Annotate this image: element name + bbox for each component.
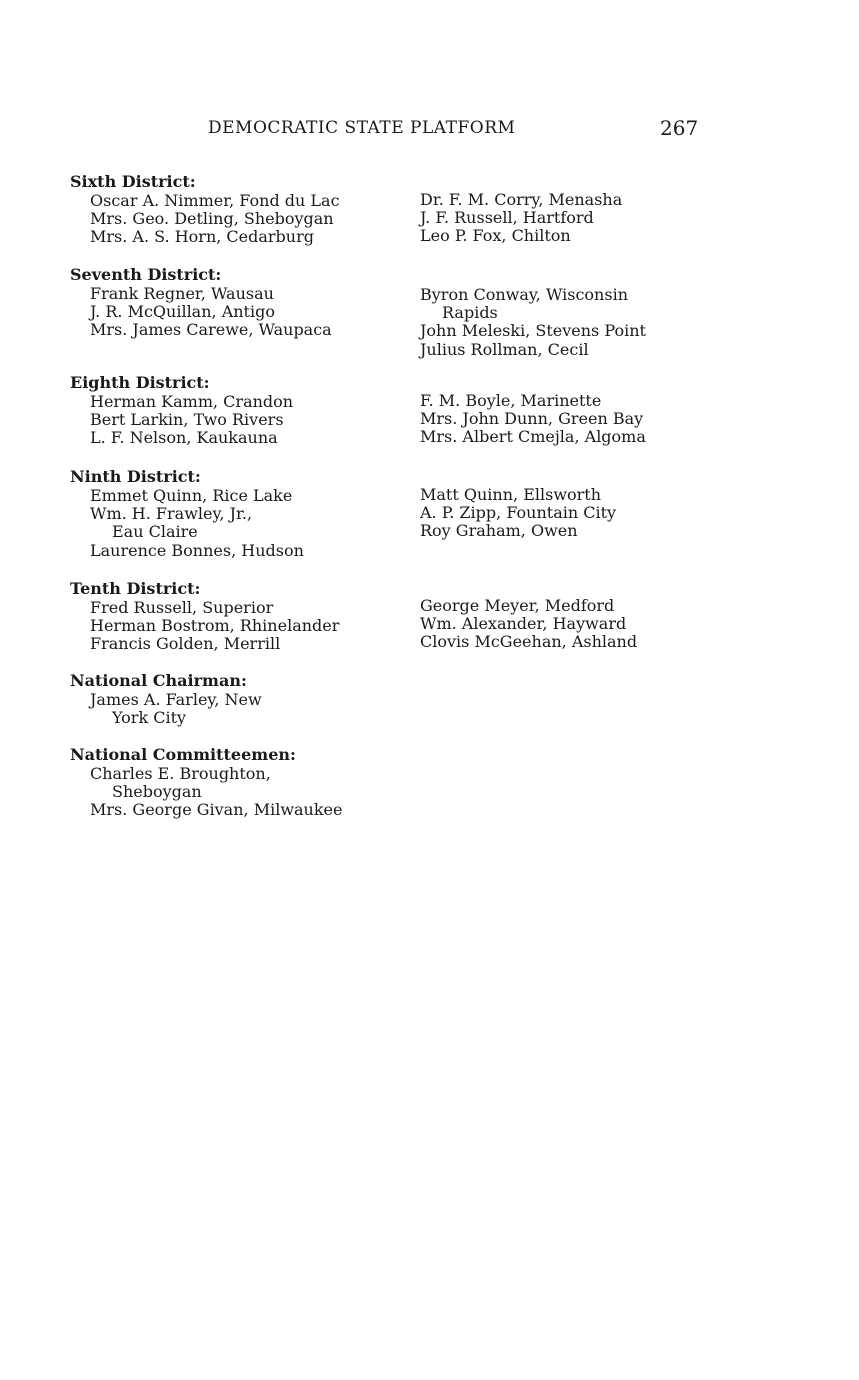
section-heading: Tenth District: (70, 579, 201, 598)
page-number: 267 (660, 116, 699, 140)
list-item: Eau Claire (112, 522, 198, 542)
list-item: Wm. H. Frawley, Jr., (90, 504, 253, 524)
list-item: Mrs. Geo. Detling, Sheboygan (90, 209, 334, 229)
list-item: James A. Farley, New (90, 690, 262, 709)
section-heading: National Chairman: (70, 671, 247, 690)
list-item: Clovis McGeehan, Ashland (420, 632, 638, 652)
list-item: Francis Golden, Merrill (90, 634, 281, 654)
left-column (90, 192, 410, 247)
list-item: Byron Conway, Wisconsin (420, 285, 628, 304)
list-item: Emmet Quinn, Rice Lake (90, 486, 293, 505)
list-item: Mrs. James Carewe, Waupaca (90, 320, 332, 340)
list-item: Sheboygan (112, 782, 202, 802)
section-heading: Ninth District: (70, 467, 201, 486)
section-ninth-district (70, 467, 790, 567)
list-item: F. M. Boyle, Marinette (420, 391, 602, 410)
list-item: Julius Rollman, Cecil (420, 339, 589, 359)
left-column (90, 487, 410, 560)
list-item: Roy Graham, Owen (420, 521, 578, 541)
section-heading: Sixth District: (70, 172, 196, 191)
section-sixth-district (70, 172, 790, 252)
right-column (420, 286, 780, 359)
list-item: Wm. Alexander, Hayward (420, 614, 627, 634)
right-column (420, 486, 780, 541)
list-item: York City (112, 708, 187, 728)
section-eighth-district (70, 373, 790, 453)
list-item: A. P. Zipp, Fountain City (420, 503, 617, 523)
list-item: L. F. Nelson, Kaukauna (90, 428, 278, 448)
section-national-committeemen (70, 745, 790, 825)
right-column (420, 392, 780, 447)
section-heading: Seventh District: (70, 265, 222, 284)
list-item: Mrs. John Dunn, Green Bay (420, 409, 644, 429)
list-item: Frank Regner, Wausau (90, 284, 274, 303)
left-column (90, 765, 410, 820)
list-item: Oscar A. Nimmer, Fond du Lac (90, 191, 340, 210)
left-column (90, 285, 410, 340)
list-item: Mrs. George Givan, Milwaukee (90, 800, 343, 820)
list-item: Rapids (442, 303, 498, 323)
left-column (90, 393, 410, 448)
list-item: Matt Quinn, Ellsworth (420, 485, 602, 504)
section-national-chairman (70, 671, 790, 731)
running-head: DEMOCRATIC STATE PLATFORM (208, 118, 516, 138)
list-item: John Meleski, Stevens Point (420, 321, 646, 341)
list-item: J. F. Russell, Hartford (420, 208, 594, 228)
list-item: George Meyer, Medford (420, 596, 615, 615)
section-heading: Eighth District: (70, 373, 210, 392)
left-column (90, 599, 410, 654)
list-item: Herman Bostrom, Rhinelander (90, 616, 340, 636)
list-item: Mrs. Albert Cmejla, Algoma (420, 427, 646, 447)
list-item: Laurence Bonnes, Hudson (90, 540, 304, 560)
left-column (90, 691, 410, 727)
right-column (420, 597, 780, 652)
list-item: Fred Russell, Superior (90, 598, 274, 617)
section-seventh-district (70, 265, 790, 365)
list-item: J. R. McQuillan, Antigo (90, 302, 275, 322)
list-item: Leo P. Fox, Chilton (420, 226, 571, 246)
list-item: Dr. F. M. Corry, Menasha (420, 190, 623, 209)
section-tenth-district (70, 579, 790, 659)
section-heading: National Committeemen: (70, 745, 296, 764)
list-item: Charles E. Broughton, (90, 764, 271, 783)
list-item: Bert Larkin, Two Rivers (90, 410, 284, 430)
list-item: Mrs. A. S. Horn, Cedarburg (90, 227, 314, 247)
list-item: Herman Kamm, Crandon (90, 392, 294, 411)
right-column (420, 191, 780, 246)
